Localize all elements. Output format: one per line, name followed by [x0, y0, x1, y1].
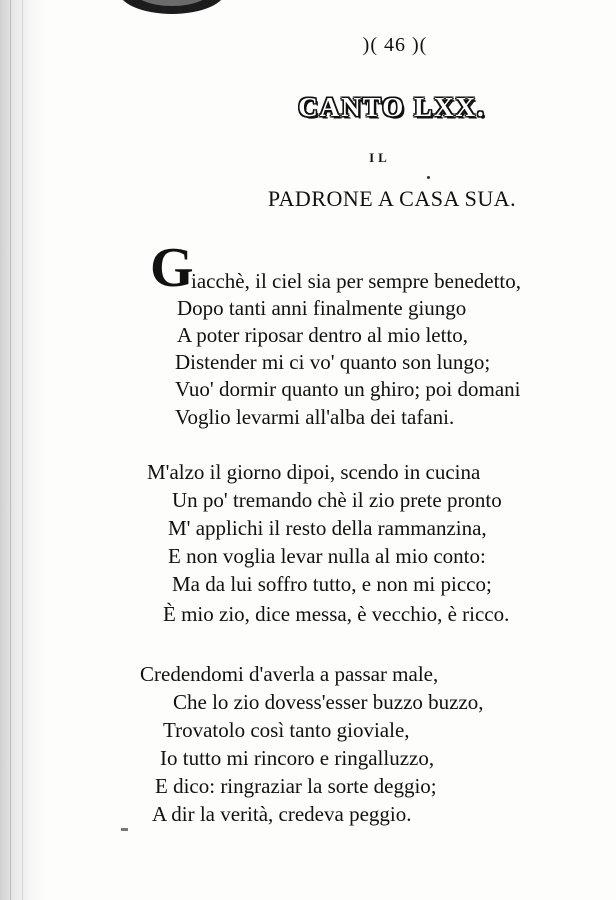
poem-line: Vuo' dormir quanto un ghiro; poi domani	[175, 377, 521, 401]
poem-line: Che lo zio dovess'esser buzzo buzzo,	[173, 690, 484, 714]
poem-line: E non voglia levar nulla al mio conto:	[168, 544, 486, 568]
poem-line: E dico: ringraziar la sorte deggio;	[155, 774, 437, 798]
poem-line: Un po' tremando chè il zio prete pronto	[172, 488, 502, 512]
poem-line: A poter riposar dentro al mio letto,	[177, 323, 469, 347]
poem-line: È mio zio, dice messa, è vecchio, è ricco.	[163, 602, 510, 626]
poem-line: Ma da lui soffro tutto, e non mi picco;	[172, 572, 492, 596]
drop-cap: G	[150, 237, 194, 299]
stray-ink-mark	[121, 828, 128, 831]
poem-line: Voglio levarmi all'alba dei tafani.	[175, 405, 455, 429]
poem-title: PADRONE A CASA SUA.	[267, 186, 517, 211]
subtitle-article: IL	[369, 150, 391, 165]
book-spine-shadow	[0, 0, 46, 900]
ink-speck	[427, 176, 430, 179]
poem-line: A dir la verità, credeva peggio.	[152, 802, 412, 826]
poem-line: Dopo tanti anni finalmente giungo	[177, 296, 467, 320]
spine-edge-line	[22, 0, 23, 900]
poem-line: Trovatolo così tanto gioviale,	[163, 718, 410, 742]
poem-line: Credendomi d'averla a passar male,	[140, 662, 439, 686]
poem-line: Io tutto mi rincoro e ringalluzzo,	[160, 746, 435, 770]
poem-line: M'alzo il giorno dipoi, scendo in cucina	[147, 460, 481, 484]
spine-edge-line	[10, 0, 11, 900]
canto-title: CANTO LXX.	[298, 92, 486, 122]
poem-line: M' applichi il resto della rammanzina,	[168, 516, 487, 540]
page-number: )( 46 )(	[362, 34, 428, 56]
poem-line: Distender mi ci vo' quanto son lungo;	[175, 350, 491, 374]
poem-line: iacchè, il ciel sia per sempre benedetto,	[191, 269, 522, 293]
